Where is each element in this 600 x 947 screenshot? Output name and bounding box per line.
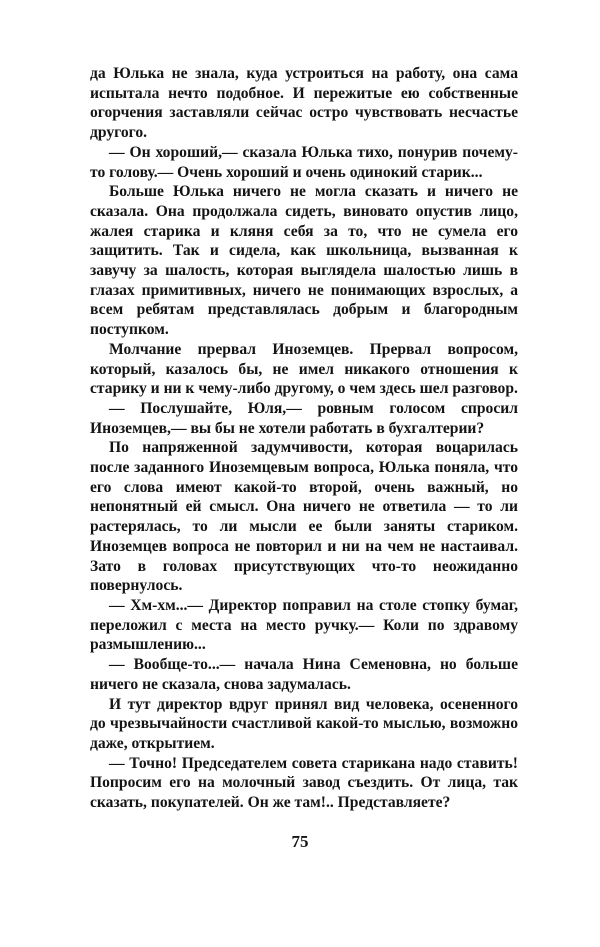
page-text: [90, 64, 518, 813]
paragraph-1: да Юлька не знала, куда устроиться на работу, она сама испытала нечто подобное. И пережитые ею собственные огорчения заставляли сейчас остро чувствовать несчастье другого.: [90, 65, 518, 142]
paragraph-2: — Он хороший,— сказала Юлька тихо, понурив почему-то голову.— Очень хороший и очень одинокий старик...: [90, 143, 518, 181]
paragraph-9: И тут директор вдруг принял вид человека, осененного до чрезвычайности счастливой какой-то мыслью, возможно даже, открытием.: [90, 695, 518, 752]
paragraph-4: Молчание прервал Иноземцев. Прервал вопросом, который, казалось бы, не имел никакого отношения к старику и ни к чему-либо другому, о чем здесь шел разговор.: [90, 340, 518, 398]
paragraph-10: — Точно! Председателем совета старикана надо ставить! Попросим его на молочный завод съездить. От лица, так сказать, покупателей. Он же там!.. Представляете?: [90, 754, 518, 812]
paragraph-6: По напряженной задумчивости, которая воцарилась после заданного Иноземцевым вопроса, Юлька поняла, что его слова имеют какой-то второй, очень важный, но непонятный ей смысл. Она ничего не ответила — то ли растерялась, то ли мысли ее были заняты стариком. Иноземцев вопроса не повторил и ни на чем не настаивал. Зато в головах присутствующих что-то неожиданно повернулось.: [90, 439, 518, 595]
paragraph-3: Больше Юлька ничего не могла сказать и ничего не сказала. Она продолжала сидеть, виновато опустив лицо, жалея старика и кляня себя за то, что не сумела его защитить. Так и сидела, как школьница, вызванная к завучу за шалость, которая выглядела шалостью лишь в глазах примитивных, ничего не понимающих взрослых, а всем ребятам представлялась добрым и благородным поступком.: [90, 183, 518, 339]
paragraph-5: — Послушайте, Юля,— ровным голосом спросил Иноземцев,— вы бы не хотели работать в бухгалтерии?: [90, 399, 518, 437]
paragraph-7: — Хм-хм...— Директор поправил на столе стопку бумаг, переложил с места на место ручку.— Коли по здравому размышлению...: [90, 596, 518, 654]
page-number: 75: [291, 832, 309, 851]
paragraph-8: — Вообще-то...— начала Нина Семеновна, но больше ничего не сказала, снова задумалась.: [90, 656, 518, 693]
